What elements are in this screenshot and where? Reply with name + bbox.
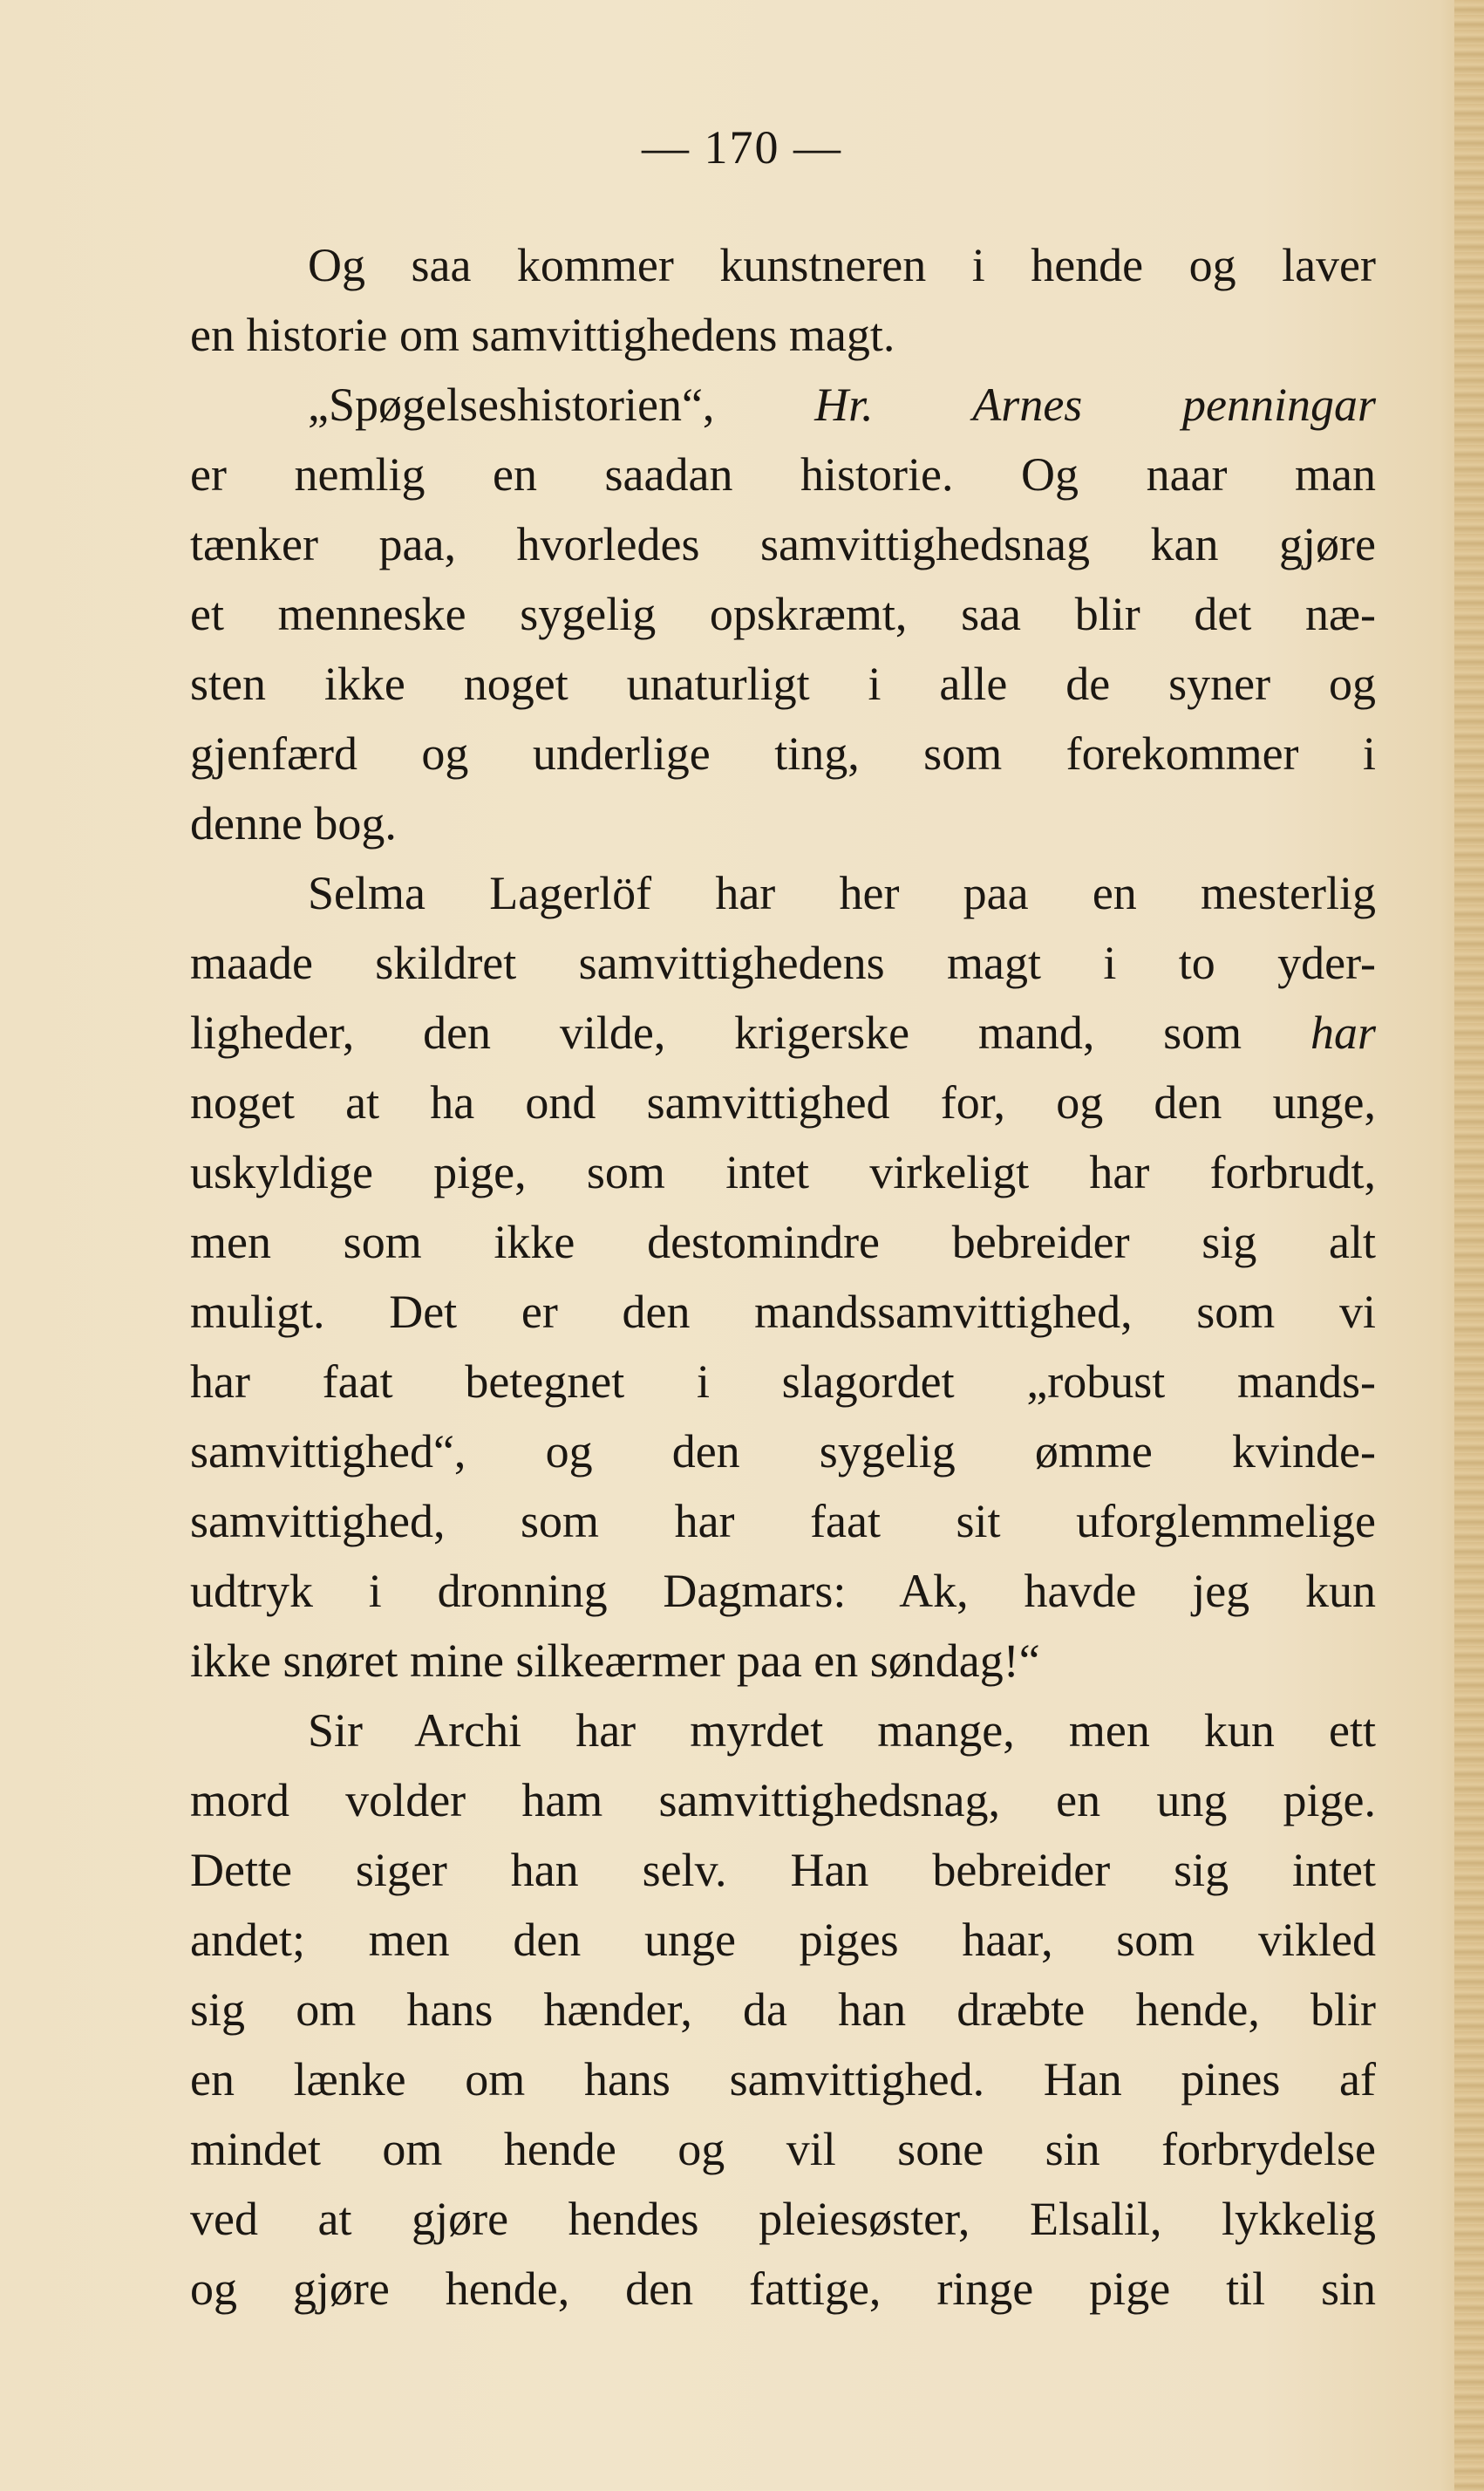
text-line: maade skildret samvittighedens magt i to yder-: [190, 937, 1376, 989]
italic-text: Hr. Arnes penningar: [814, 379, 1376, 431]
text-line: [190, 998, 1376, 1068]
text-line: ikke snøret mine silkeærmer paa en søndag!“: [190, 1635, 1040, 1687]
text-line: [190, 370, 1376, 440]
text-line: tænker paa, hvorledes samvittighedsnag kan gjøre: [190, 518, 1376, 570]
text-line: en lænke om hans samvittighed. Han pines af: [190, 2053, 1376, 2105]
text-line: samvittighed“, og den sygelig ømme kvinde-: [190, 1425, 1376, 1478]
text-line: men som ikke destomindre bebreider sig alt: [190, 1216, 1376, 1268]
text-line: har faat betegnet i slagordet „robust mands-: [190, 1355, 1376, 1408]
text-line: mord volder ham samvittighedsnag, en ung pige.: [190, 1774, 1376, 1826]
text-line: et menneske sygelig opskræmt, saa blir det næ-: [190, 588, 1376, 640]
text-segment: ligheder, den vilde, krigerske mand, som: [190, 1007, 1310, 1059]
text-line: Og saa kommer kunstneren i hende og laver: [308, 239, 1376, 291]
text-line: denne bog.: [190, 797, 397, 850]
text-line: noget at ha ond samvittighed for, og den unge,: [190, 1076, 1376, 1129]
text-line: andet; men den unge piges haar, som vikled: [190, 1914, 1376, 1966]
page-edge: [1454, 0, 1484, 2491]
text-line: sten ikke noget unaturligt i alle de syner og: [190, 658, 1376, 710]
text-line: sig om hans hænder, da han dræbte hende, blir: [190, 1983, 1376, 2036]
text-segment: „Spøgelseshistorien“,: [308, 379, 815, 431]
text-line: muligt. Det er den mandssamvittighed, som vi: [190, 1286, 1376, 1338]
text-line: Dette siger han selv. Han bebreider sig intet: [190, 1844, 1376, 1896]
text-line: ved at gjøre hendes pleiesøster, Elsalil, lykkelig: [190, 2193, 1376, 2245]
italic-text: har: [1310, 1007, 1376, 1059]
text-line: samvittighed, som har faat sit uforglemmelige: [190, 1495, 1376, 1547]
text-line: og gjøre hende, den fattige, ringe pige til sin: [190, 2262, 1376, 2315]
page-number: — 170 —: [642, 121, 842, 174]
text-line: uskyldige pige, som intet virkeligt har forbrudt,: [190, 1146, 1376, 1198]
text-line: udtryk i dronning Dagmars: Ak, havde jeg kun: [190, 1565, 1376, 1617]
text-line: Sir Archi har myrdet mange, men kun ett: [308, 1704, 1376, 1757]
text-line: en historie om samvittighedens magt.: [190, 309, 895, 361]
body-text: [190, 230, 1376, 2324]
text-line: Selma Lagerlöf har her paa en mesterlig: [308, 867, 1376, 919]
text-line: er nemlig en saadan historie. Og naar man: [190, 448, 1376, 501]
text-line: mindet om hende og vil sone sin forbrydelse: [190, 2123, 1376, 2175]
text-line: gjenfærd og underlige ting, som forekommer i: [190, 727, 1376, 780]
